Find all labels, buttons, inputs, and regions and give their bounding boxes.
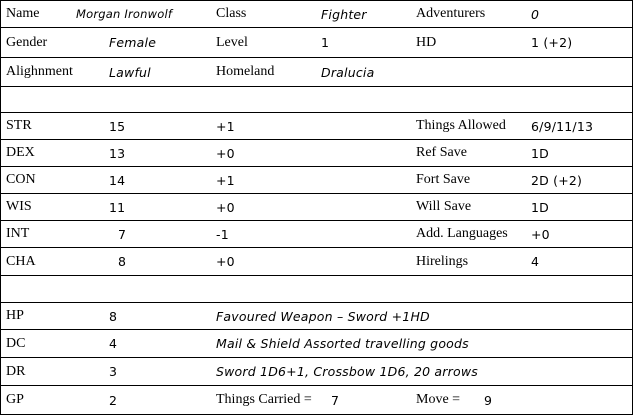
derived-label: Add. Languages <box>416 226 508 241</box>
ability-modifier: +1 <box>216 118 235 134</box>
ability-score: 13 <box>109 145 126 161</box>
dc-value: 4 <box>109 336 118 351</box>
derived-value: 4 <box>531 254 540 269</box>
ability-modifier: +1 <box>216 172 235 188</box>
hp-value: 8 <box>109 308 118 324</box>
ability-label: CHA <box>6 253 36 269</box>
dr-label: DR <box>6 363 26 379</box>
ability-modifier: +0 <box>216 254 235 269</box>
things-carried-label: Things Carried = <box>216 392 312 407</box>
dr-value: 3 <box>109 364 118 379</box>
header-row-gender <box>0 28 633 58</box>
hd-value: 1 (+2) <box>531 35 573 50</box>
move-value: 9 <box>484 392 493 408</box>
derived-value: 1D <box>531 145 549 161</box>
header-row-alignment <box>0 58 633 87</box>
name-value: Morgan Ironwolf <box>76 7 173 21</box>
hp-label: HP <box>6 308 24 323</box>
ability-modifier: +0 <box>216 199 235 215</box>
gender-value: Female <box>109 35 157 50</box>
level-label: Level <box>216 34 248 50</box>
combat-row-dr <box>0 358 633 386</box>
things-carried-value: 7 <box>331 392 340 408</box>
class-value: Fighter <box>321 6 367 22</box>
move-label: Move = <box>416 392 461 407</box>
dr-note: Sword 1D6+1, Crossbow 1D6, 20 arrows <box>216 364 478 379</box>
ability-modifier: -1 <box>216 226 229 242</box>
derived-value: +0 <box>531 226 550 242</box>
derived-label: Hirelings <box>416 253 469 269</box>
ability-score: 8 <box>118 254 127 269</box>
combat-row-gp <box>0 386 633 415</box>
adventurers-label: Adventurers <box>416 6 486 21</box>
ability-score: 7 <box>118 226 127 242</box>
dc-note: Mail & Shield Assorted travelling goods <box>216 336 469 351</box>
ability-row-con <box>0 167 633 194</box>
alignment-value: Lawful <box>109 64 151 80</box>
derived-label: Will Save <box>416 199 472 214</box>
dc-label: DC <box>6 335 26 351</box>
alignment-label: Alighnment <box>6 64 73 79</box>
gp-value: 2 <box>109 392 118 408</box>
level-value: 1 <box>321 35 330 50</box>
ability-label: STR <box>6 118 32 133</box>
gp-label: GP <box>6 392 24 407</box>
ability-label: WIS <box>6 199 32 214</box>
ability-label: DEX <box>6 145 35 160</box>
ability-row-int <box>0 221 633 248</box>
hd-label: HD <box>416 34 437 50</box>
derived-value: 1D <box>531 199 549 215</box>
hp-note: Favoured Weapon – Sword +1HD <box>216 308 430 324</box>
ability-label: CON <box>6 172 36 187</box>
ability-row-cha <box>0 248 633 276</box>
derived-label: Fort Save <box>416 172 471 187</box>
header-row-name <box>0 0 633 28</box>
homeland-value: Dralucia <box>321 64 375 80</box>
gender-label: Gender <box>6 34 48 50</box>
ability-modifier: +0 <box>216 145 235 161</box>
homeland-label: Homeland <box>216 64 275 79</box>
derived-value: 2D (+2) <box>531 172 583 188</box>
class-label: Class <box>216 6 247 21</box>
derived-label: Things Allowed <box>416 118 506 133</box>
combat-row-hp <box>0 303 633 330</box>
ability-score: 14 <box>109 172 126 188</box>
adventurers-value: 0 <box>531 6 540 22</box>
ability-score: 11 <box>109 199 126 215</box>
spacer-row <box>0 276 633 303</box>
spacer-row <box>0 87 633 113</box>
ability-label: INT <box>6 226 30 241</box>
ability-row-str <box>0 113 633 140</box>
ability-row-dex <box>0 140 633 167</box>
ability-score: 15 <box>109 118 126 134</box>
ability-row-wis <box>0 194 633 221</box>
name-label: Name <box>6 6 40 21</box>
combat-row-dc <box>0 330 633 358</box>
derived-label: Ref Save <box>416 145 467 160</box>
derived-value: 6/9/11/13 <box>531 118 594 134</box>
